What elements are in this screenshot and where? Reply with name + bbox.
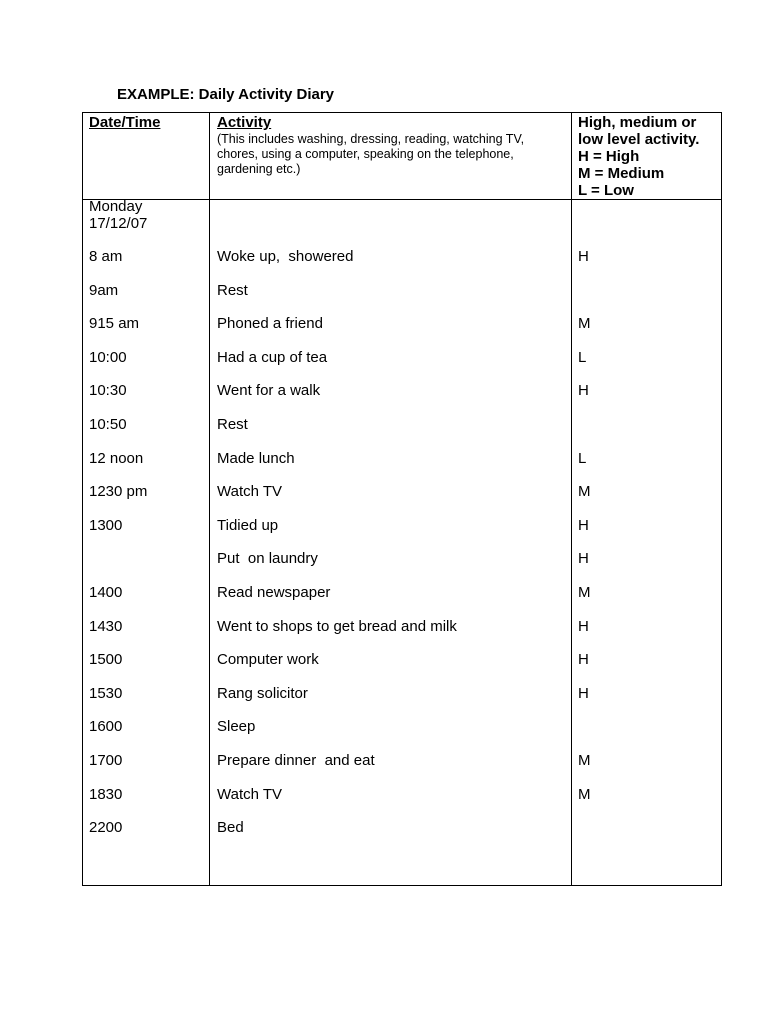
entry-activity: Read newspaper bbox=[217, 583, 331, 601]
entry-time: 2200 bbox=[89, 819, 123, 837]
entry-activity: Went to shops to get bread and milk bbox=[217, 617, 457, 635]
day-name: Monday bbox=[89, 198, 143, 215]
entry-time: 1430 bbox=[89, 617, 123, 635]
entry-level: M bbox=[578, 785, 591, 803]
entry-activity: Woke up, showered bbox=[217, 248, 354, 265]
entry-activity: Tidied up bbox=[217, 516, 279, 534]
entry-time: 10:50 bbox=[89, 415, 127, 433]
entry-time: 10:00 bbox=[89, 348, 127, 366]
table-row bbox=[83, 282, 721, 316]
table-row bbox=[83, 819, 721, 853]
entry-time: 1830 bbox=[89, 785, 123, 803]
entry-activity: Bed bbox=[217, 819, 244, 837]
table-row bbox=[83, 248, 721, 282]
table-row bbox=[83, 315, 721, 349]
entry-level: M bbox=[578, 315, 591, 333]
table-row bbox=[83, 786, 721, 820]
entry-time: 1400 bbox=[89, 583, 123, 601]
entry-activity: Sleep bbox=[217, 718, 256, 736]
level-header-line: M = Medium bbox=[578, 165, 665, 182]
entry-time: 1600 bbox=[89, 718, 123, 736]
day-date: 17/12/07 bbox=[89, 215, 148, 232]
entry-level: H bbox=[578, 617, 589, 635]
table-row bbox=[83, 718, 721, 752]
entry-time: 1530 bbox=[89, 684, 123, 702]
entry-level: H bbox=[578, 651, 589, 669]
table-row bbox=[83, 550, 721, 584]
header-date-time: Date/Time bbox=[89, 114, 161, 131]
entry-time: 10:30 bbox=[89, 382, 127, 400]
entry-activity: Watch TV bbox=[217, 785, 283, 803]
table-row bbox=[83, 685, 721, 719]
entry-level: H bbox=[578, 684, 589, 702]
entry-activity: Computer work bbox=[217, 651, 319, 669]
table-row bbox=[83, 349, 721, 383]
table-row bbox=[83, 450, 721, 484]
entry-level: M bbox=[578, 751, 591, 769]
table-row bbox=[83, 752, 721, 786]
entry-activity: Had a cup of tea bbox=[217, 348, 328, 366]
entry-activity: Watch TV bbox=[217, 483, 283, 501]
entry-time: 1230 pm bbox=[89, 483, 148, 501]
header-divider bbox=[83, 199, 721, 200]
entry-time: 12 noon bbox=[89, 449, 144, 467]
table-row bbox=[83, 517, 721, 551]
entry-activity: Made lunch bbox=[217, 449, 295, 467]
header-activity-note: (This includes washing, dressing, reading, watching TV, chores, using a computer, speaking on the telephone, gardening etc.) bbox=[217, 132, 525, 176]
table-row bbox=[83, 382, 721, 416]
level-header-line: low level activity. bbox=[578, 131, 700, 148]
entry-time: 9am bbox=[89, 281, 119, 299]
table-row bbox=[83, 483, 721, 517]
day-label bbox=[89, 198, 147, 232]
entry-time: 915 am bbox=[89, 315, 140, 333]
table-row bbox=[83, 584, 721, 618]
level-header-line: H = High bbox=[578, 148, 640, 165]
entry-activity: Put on laundry bbox=[217, 550, 318, 568]
entry-activity: Prepare dinner and eat bbox=[217, 751, 375, 769]
entry-level: H bbox=[578, 516, 589, 534]
level-header-line: High, medium or bbox=[578, 114, 697, 131]
entry-level: H bbox=[578, 550, 589, 568]
table-row bbox=[83, 618, 721, 652]
entry-time: 1500 bbox=[89, 651, 123, 669]
diary-entries bbox=[83, 248, 721, 853]
table-row bbox=[83, 651, 721, 685]
header-activity: Activity bbox=[217, 114, 272, 131]
entry-time: 1300 bbox=[89, 516, 123, 534]
entry-activity: Phoned a friend bbox=[217, 315, 323, 333]
header-activity-level bbox=[578, 114, 718, 199]
table-row bbox=[83, 416, 721, 450]
entry-activity: Rest bbox=[217, 281, 248, 299]
document-title: EXAMPLE: Daily Activity Diary bbox=[117, 86, 335, 103]
entry-level: L bbox=[578, 449, 587, 467]
entry-level: L bbox=[578, 348, 587, 366]
level-header-line: L = Low bbox=[578, 182, 634, 199]
entry-level: M bbox=[578, 483, 591, 501]
entry-activity: Rang solicitor bbox=[217, 684, 308, 702]
entry-activity: Rest bbox=[217, 415, 248, 433]
entry-activity: Went for a walk bbox=[217, 382, 321, 400]
entry-level: M bbox=[578, 583, 591, 601]
activity-diary-table bbox=[82, 112, 722, 886]
entry-level: H bbox=[578, 248, 589, 265]
entry-time: 1700 bbox=[89, 751, 123, 769]
entry-time: 8 am bbox=[89, 248, 123, 265]
entry-level: H bbox=[578, 382, 589, 400]
